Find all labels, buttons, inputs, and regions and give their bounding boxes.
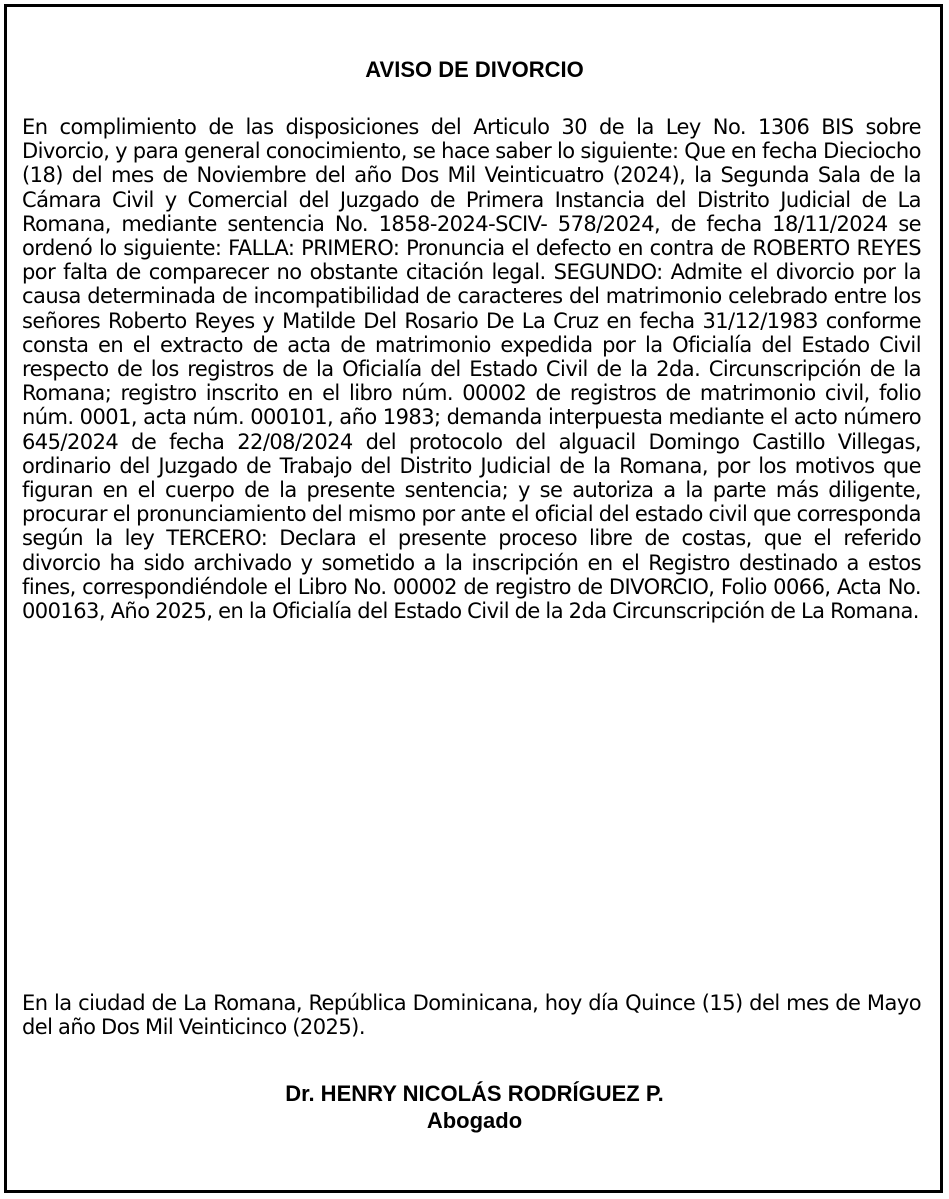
notice-closing-paragraph: En la ciudad de La Romana, República Dominicana, hoy día Quince (15) del mes de Mayo del año Dos Mil Veinticinco (2025). [22,991,921,1040]
notice-body-paragraph: En complimiento de las disposiciones del Articulo 30 de la Ley No. 1306 BIS sobre Divorcio, y para general conocimiento, se hace saber lo siguiente: Que en fecha Dieciocho (18) del mes de Noviembre del año Dos Mil Veinticuatro (2024), la Segunda Sala de la Cámara Civil y Comercial del Juzgado de Primera Instancia del Distrito Judicial de La Romana, mediante sentencia No. 1858-2024-SCIV- 578/2024, de fecha 18/11/2024 se ordenó lo siguiente: FALLA: PRIMERO: Pronuncia el defecto en contra de ROBERTO REYES por falta de comparecer no obstante citación legal. SEGUNDO: Admite el divorcio por la causa determinada de incompatibilidad de caracteres del matrimonio celebrado entre los señores Roberto Reyes y Matilde Del Rosario De La Cruz en fecha 31/12/1983 conforme consta en el extracto de acta de matrimonio expedida por la Oficialía del Estado Civil respecto de los registros de la Oficialía del Estado Civil de la 2da. Circunscripción de la Romana; registro inscrito en el libro núm. 00002 de registros de matrimonio civil, folio núm. 0001, acta núm. 000101, año 1983; demanda interpuesta mediante el acto número 645/2024 de fecha 22/08/2024 del protocolo del alguacil Domingo Castillo Villegas, ordinario del Juzgado de Trabajo del Distrito Judicial de la Romana, por los motivos que figuran en el cuerpo de la presente sentencia; y se autoriza a la parte más diligente, procurar el pronunciamiento del mismo por ante el oficial del estado civil que corresponda según la ley TERCERO: Declara el presente proceso libre de costas, que el referido divorcio ha sido archivado y sometido a la inscripción en el Registro destinado a estos fines, correspondiéndole el Libro No. 00002 de registro de DIVORCIO, Folio 0066, Acta No. 000163, Año 2025, en la Oficialía del Estado Civil de la 2da Circunscripción de La Romana. [22,115,921,624]
signatory-title: Abogado [426,1108,523,1133]
notice-title: AVISO DE DIVORCIO [365,57,584,82]
signatory-name: Dr. HENRY NICOLÁS RODRÍGUEZ P. [285,1081,664,1106]
